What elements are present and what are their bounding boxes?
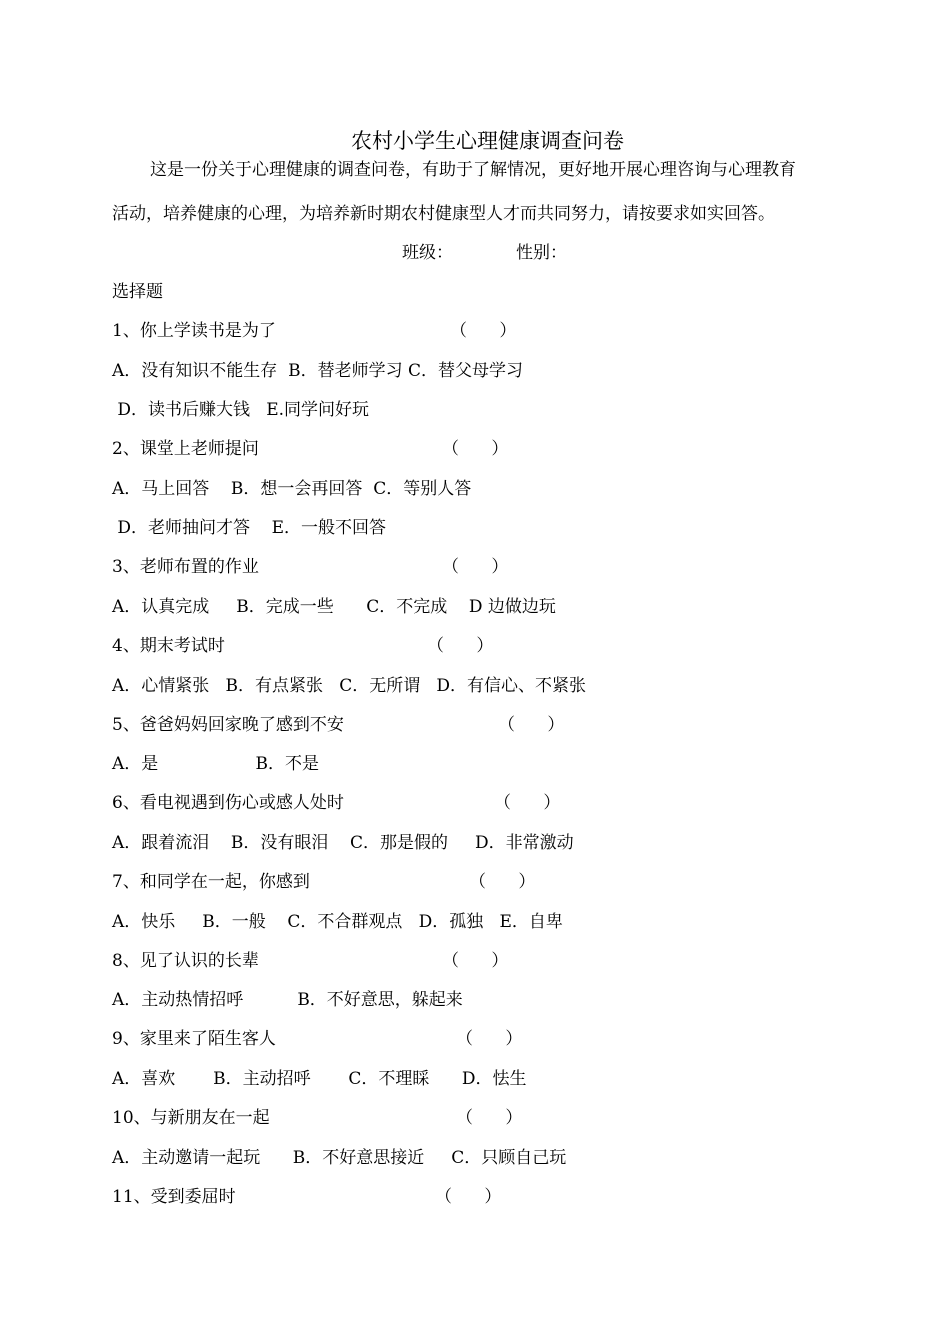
answer-blank-4[interactable]: （ ） xyxy=(427,636,494,656)
question-11: 11、受到委屈时 xyxy=(112,1187,236,1207)
question-1-options-line-2: D．读书后赚大钱 E.同学问好玩 xyxy=(112,400,370,420)
question-1: 1、你上学读书是为了 xyxy=(112,321,276,341)
question-7: 7、和同学在一起，你感到 xyxy=(112,872,310,892)
question-10: 10、与新朋友在一起 xyxy=(112,1108,270,1128)
question-2-options-line-1: A．马上回答 B．想一会再回答 C．等别人答 xyxy=(112,479,472,499)
answer-blank-8[interactable]: （ ） xyxy=(442,951,509,971)
answer-blank-5[interactable]: （ ） xyxy=(498,715,565,735)
answer-blank-7[interactable]: （ ） xyxy=(469,872,536,892)
question-2: 2、课堂上老师提问 xyxy=(112,439,259,459)
answer-blank-1[interactable]: （ ） xyxy=(450,321,517,341)
question-1-options-line-1: A．没有知识不能生存 B．替老师学习 C．替父母学习 xyxy=(112,361,523,381)
question-6: 6、看电视遇到伤心或感人处时 xyxy=(112,793,344,813)
question-4-options: A．心情紧张 B．有点紧张 C．无所谓 D．有信心、不紧张 xyxy=(112,676,587,696)
question-9: 9、家里来了陌生客人 xyxy=(112,1029,276,1049)
question-10-options: A．主动邀请一起玩 B．不好意思接近 C．只顾自己玩 xyxy=(112,1148,567,1168)
answer-blank-2[interactable]: （ ） xyxy=(442,439,509,459)
intro-line-2: 活动，培养健康的心理，为培养新时期农村健康型人才而共同努力，请按要求如实回答。 xyxy=(112,204,775,224)
gender-label: 性别： xyxy=(516,243,567,263)
question-7-options: A．快乐 B．一般 C．不合群观点 D．孤独 E．自卑 xyxy=(112,912,563,932)
intro-line-1: 这是一份关于心理健康的调查问卷，有助于了解情况，更好地开展心理咨询与心理教育 xyxy=(150,160,796,180)
question-6-options: A．跟着流泪 B．没有眼泪 C．那是假的 D．非常激动 xyxy=(112,833,574,853)
question-2-options-line-2: D．老师抽问才答 E．一般不回答 xyxy=(112,518,387,538)
question-5-options: A．是 B．不是 xyxy=(112,754,320,774)
section-label: 选择题 xyxy=(112,282,163,302)
question-3-options: A．认真完成 B．完成一些 C．不完成 D 边做边玩 xyxy=(112,597,556,617)
question-3: 3、老师布置的作业 xyxy=(112,557,259,577)
class-label: 班级： xyxy=(402,243,453,263)
question-8: 8、见了认识的长辈 xyxy=(112,951,259,971)
answer-blank-9[interactable]: （ ） xyxy=(456,1029,523,1049)
question-8-options: A．主动热情招呼 B．不好意思，躲起来 xyxy=(112,990,463,1010)
question-4: 4、期末考试时 xyxy=(112,636,225,656)
answer-blank-10[interactable]: （ ） xyxy=(456,1108,523,1128)
question-9-options: A．喜欢 B．主动招呼 C．不理睬 D．怯生 xyxy=(112,1069,527,1089)
answer-blank-3[interactable]: （ ） xyxy=(442,557,509,577)
answer-blank-11[interactable]: （ ） xyxy=(435,1187,502,1207)
question-5: 5、爸爸妈妈回家晚了感到不安 xyxy=(112,715,344,735)
page-title: 农村小学生心理健康调查问卷 xyxy=(351,129,624,153)
answer-blank-6[interactable]: （ ） xyxy=(494,793,561,813)
